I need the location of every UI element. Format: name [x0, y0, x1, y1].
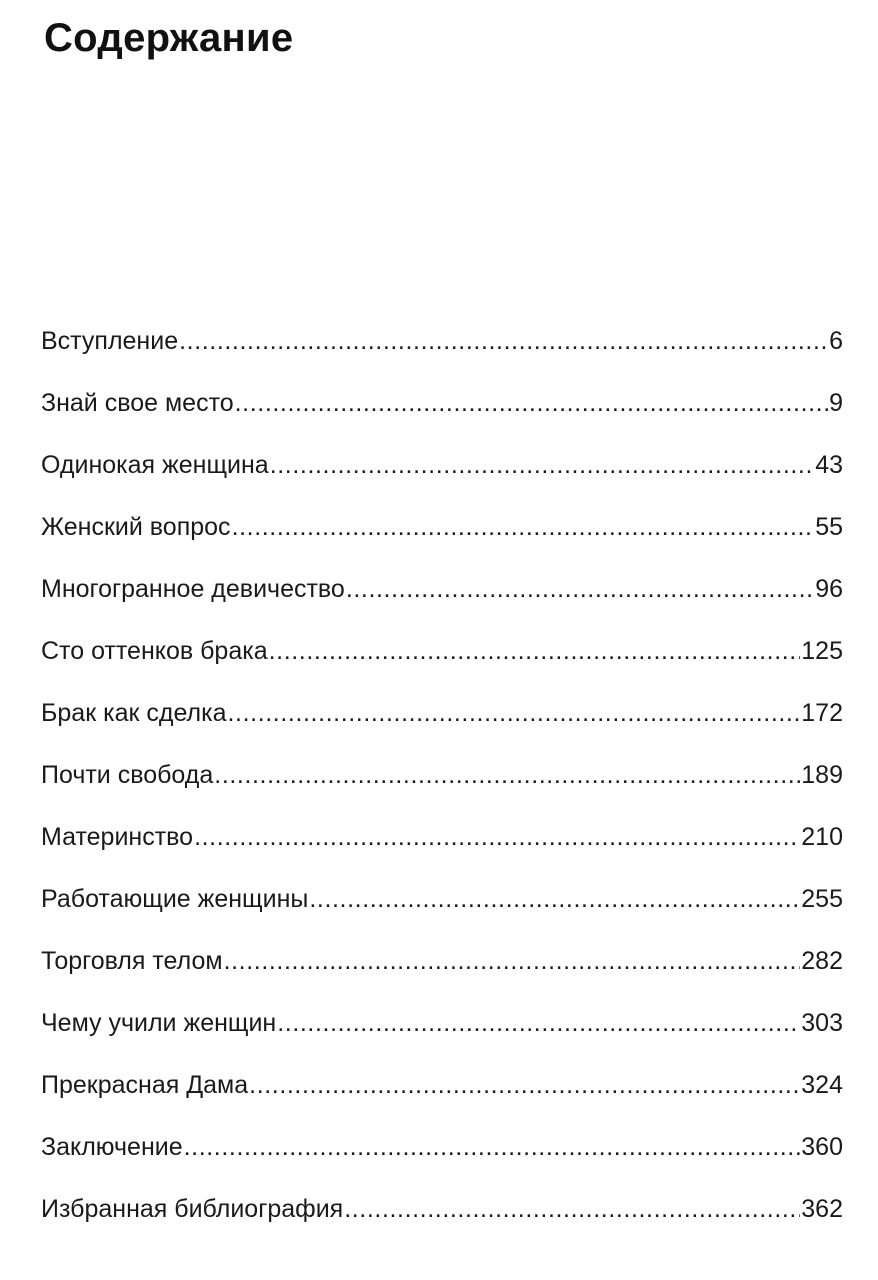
dot-leader [232, 508, 815, 546]
toc-entry-page: 282 [801, 947, 843, 975]
toc-entry-page: 55 [815, 513, 843, 541]
toc-entry-page: 43 [815, 451, 843, 479]
toc-entry-title: Сто оттенков брака [41, 637, 268, 665]
dot-leader [184, 1128, 801, 1166]
toc-entry-page: 360 [801, 1133, 843, 1161]
toc-entry-bibliography[interactable] [41, 1190, 843, 1252]
dot-leader [214, 756, 800, 794]
toc-entry-title: Избранная библиография [41, 1195, 344, 1223]
toc-entry-conclusion[interactable] [41, 1128, 843, 1190]
toc-entry-page: 189 [801, 761, 843, 789]
toc-entry-title: Чему учили женщин [41, 1009, 277, 1037]
dot-leader [269, 632, 801, 670]
toc-entry-page: 172 [801, 699, 843, 727]
toc-entry-girlhood[interactable] [41, 570, 843, 632]
toc-entry-page: 255 [801, 885, 843, 913]
toc-entry-page: 303 [801, 1009, 843, 1037]
toc-entry-body-trade[interactable] [41, 942, 843, 1004]
toc-entry-page: 96 [815, 575, 843, 603]
toc-entry-title: Женский вопрос [41, 513, 231, 541]
toc-entry-shades-of-marriage[interactable] [41, 632, 843, 694]
toc-entry-marriage-as-deal[interactable] [41, 694, 843, 756]
toc-entry-womens-education[interactable] [41, 1004, 843, 1066]
toc-entry-page: 6 [829, 327, 843, 355]
toc-entry-working-women[interactable] [41, 880, 843, 942]
toc-entry-beautiful-lady[interactable] [41, 1066, 843, 1128]
dot-leader [235, 384, 828, 422]
page-title: Содержание [44, 16, 294, 60]
dot-leader [344, 1190, 800, 1228]
toc-entry-title: Вступление [41, 327, 179, 355]
toc-entry-page: 125 [801, 637, 843, 665]
toc-entry-single-woman[interactable] [41, 446, 843, 508]
toc-entry-page: 210 [801, 823, 843, 851]
dot-leader [228, 694, 801, 732]
toc-entry-almost-freedom[interactable] [41, 756, 843, 818]
toc-entry-page: 324 [801, 1071, 843, 1099]
toc-entry-title: Одинокая женщина [41, 451, 269, 479]
dot-leader [309, 880, 800, 918]
dot-leader [249, 1066, 800, 1104]
toc-entry-title: Почти свобода [41, 761, 214, 789]
toc-entry-motherhood[interactable] [41, 818, 843, 880]
toc-entry-title: Знай свое место [41, 389, 234, 417]
toc-entry-title: Заключение [41, 1133, 183, 1161]
dot-leader [179, 322, 828, 360]
table-of-contents [41, 322, 843, 1252]
toc-entry-know-your-place[interactable] [41, 384, 843, 446]
toc-entry-page: 362 [801, 1195, 843, 1223]
toc-entry-title: Прекрасная Дама [41, 1071, 249, 1099]
dot-leader [346, 570, 814, 608]
toc-entry-title: Материнство [41, 823, 194, 851]
toc-entry-page: 9 [829, 389, 843, 417]
toc-entry-title: Многогранное девичество [41, 575, 345, 603]
toc-entry-woman-question[interactable] [41, 508, 843, 570]
dot-leader [194, 818, 800, 856]
toc-entry-title: Работающие женщины [41, 885, 309, 913]
toc-entry-title: Брак как сделка [41, 699, 227, 727]
dot-leader [270, 446, 814, 484]
dot-leader [224, 942, 801, 980]
toc-entry-introduction[interactable] [41, 322, 843, 384]
dot-leader [277, 1004, 800, 1042]
toc-entry-title: Торговля телом [41, 947, 223, 975]
